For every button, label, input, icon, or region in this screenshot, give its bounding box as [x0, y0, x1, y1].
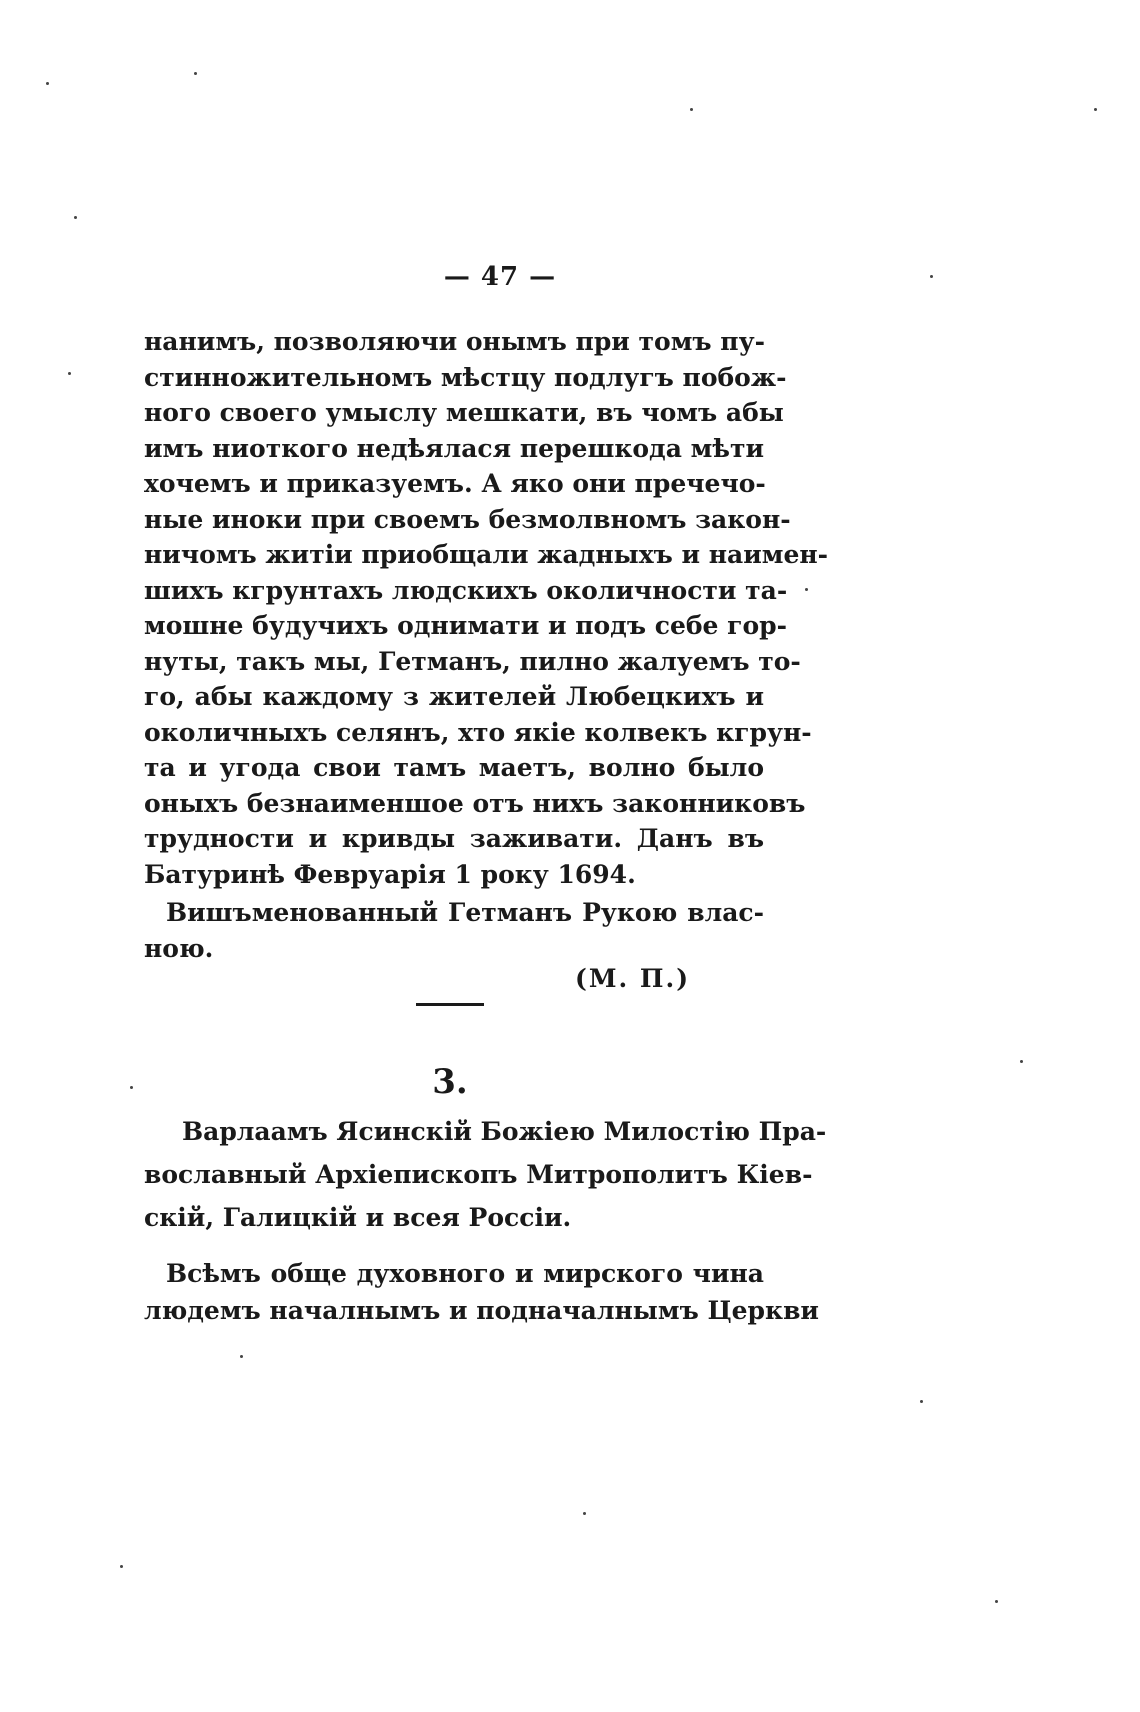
text-line: шихъ кгрунтахъ людскихъ околичности та- — [144, 575, 788, 605]
text-line: околичныхъ селянъ, хто якіе колвекъ кгрун- — [144, 717, 812, 747]
document-heading — [144, 1110, 827, 1239]
scan-speck — [46, 82, 49, 85]
signature-paragraph — [144, 895, 764, 967]
scan-speck — [920, 1400, 923, 1403]
text-line: та и угода свои тамъ маетъ, волно было — [144, 753, 764, 782]
text-line: имъ ниоткого недѣялася перешкода мѣти — [144, 433, 764, 463]
text-line: оныхъ безнаименшое отъ нихъ законниковъ — [144, 788, 806, 818]
scan-speck — [120, 1565, 123, 1568]
scan-speck — [1094, 108, 1097, 111]
signature-line: Вишъменованный Гетманъ Рукою влас- — [166, 898, 764, 927]
text-line: ничомъ житіи приобщали жадныхъ и наимен- — [144, 540, 829, 569]
body-paragraph — [144, 1255, 819, 1329]
text-line: Батуринѣ Февруарія 1 року 1694. — [144, 859, 636, 889]
scan-speck — [930, 275, 933, 278]
scan-speck — [805, 588, 808, 591]
paragraph-charter-text — [144, 324, 829, 892]
body-line: людемъ началнымъ и подначалнымъ Церкви — [144, 1296, 819, 1325]
signature-line: ною. — [144, 934, 214, 963]
text-line: хочемъ и приказуемъ. А яко они пречечо- — [144, 469, 766, 498]
text-line: трудности и кривды заживати. Данъ въ — [144, 824, 764, 853]
heading-line: вославный Архіепископъ Митрополитъ Кіев- — [144, 1160, 813, 1189]
section-divider — [416, 1003, 484, 1006]
text-line: нанимъ, позволяючи онымъ при томъ пу- — [144, 327, 765, 356]
text-line: мошне будучихъ однимати и подъ себе гор- — [144, 611, 787, 640]
text-line: стинножительномъ мѣстцу подлугъ побож- — [144, 362, 787, 392]
scan-speck — [995, 1600, 998, 1603]
scan-speck — [68, 372, 71, 375]
scan-speck — [130, 1086, 133, 1089]
scan-speck — [240, 1355, 243, 1358]
section-number: 3. — [432, 1062, 468, 1102]
scan-speck — [583, 1512, 586, 1515]
scan-speck — [74, 216, 77, 219]
text-line: го, абы каждому з жителей Любецкихъ и — [144, 682, 764, 711]
heading-line: скій, Галицкій и всея Россіи. — [144, 1203, 572, 1232]
page-number: — 47 — — [443, 262, 557, 292]
seal-mark: (М. П.) — [575, 964, 691, 993]
scan-speck — [690, 108, 693, 111]
heading-line: Варлаамъ Ясинскій Божіею Милостію Пра- — [182, 1117, 827, 1146]
body-line: Всѣмъ обще духовного и мирского чина — [166, 1259, 764, 1288]
text-line: ные иноки при своемъ безмолвномъ закон- — [144, 504, 791, 534]
text-line: нуты, такъ мы, Гетманъ, пилно жалуемъ то- — [144, 646, 801, 676]
text-line: ного своего умыслу мешкати, въ чомъ абы — [144, 398, 784, 427]
scan-speck — [1020, 1060, 1023, 1063]
scan-speck — [194, 72, 197, 75]
